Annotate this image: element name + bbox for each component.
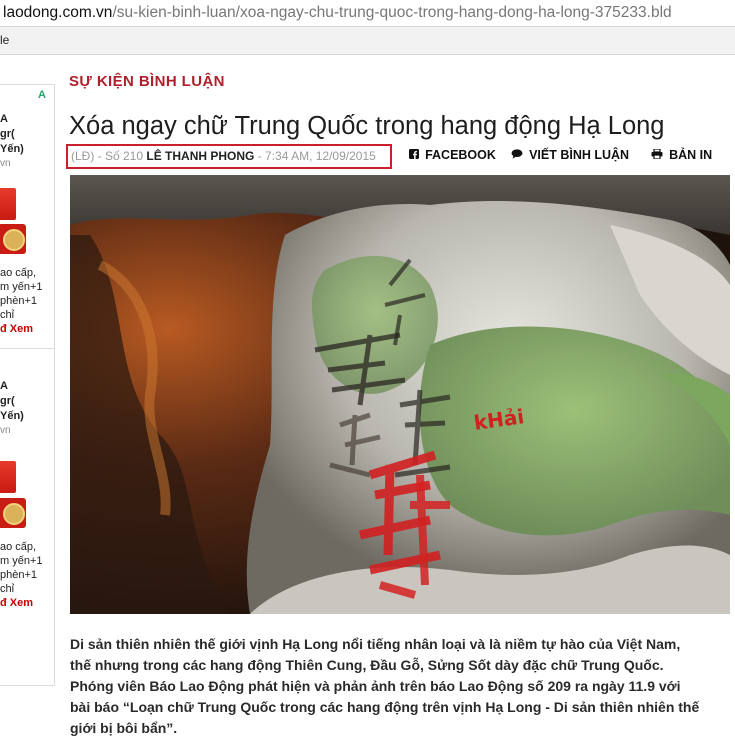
divider	[0, 348, 54, 349]
url-path: /su-kien-binh-luan/xoa-ngay-chu-trung-quoc-trong-hang-dong-ha-long-375233.bld	[112, 4, 672, 21]
ad-title-line: Yến)	[0, 410, 24, 422]
sidebar-ads	[0, 84, 55, 686]
ad-price-suffix: đ	[0, 323, 7, 335]
page-content	[0, 55, 735, 736]
ad-desc-line: chỉ	[0, 583, 15, 595]
meta-datetime: - 7:34 AM, 12/09/2015	[257, 149, 376, 163]
article-title: Xóa ngay chữ Trung Quốc trong hang động Hạ Long	[69, 112, 665, 140]
facebook-label: FACEBOOK	[425, 148, 496, 162]
ad-item[interactable]	[0, 379, 54, 609]
adchoices-icon[interactable]: A	[38, 89, 46, 101]
ad-title-line: A	[0, 113, 8, 125]
ad-price-suffix: đ	[0, 597, 7, 609]
print-icon	[651, 150, 666, 162]
lead-line: Phóng viên Báo Lao Động phát hiện và phản ảnh trên báo Lao Động số 209 ra ngày 11.9 với	[70, 678, 681, 694]
ad-desc-line: phèn+1	[0, 295, 38, 307]
lead-line: Di sản thiên nhiên thế giới vịnh Hạ Long nổi tiếng nhân loại và là niềm tự hào của Việt Nam,	[70, 636, 681, 652]
print-button[interactable]	[651, 148, 712, 162]
facebook-icon	[409, 150, 422, 162]
ad-desc-line: phèn+1	[0, 569, 38, 581]
print-label: BẢN IN	[669, 148, 713, 162]
ad-title-line: gr(	[0, 395, 15, 407]
url-domain: laodong.com.vn	[3, 4, 113, 21]
bookmark-item[interactable]: le	[0, 33, 10, 47]
comment-icon	[511, 150, 526, 162]
meta-prefix: (LĐ) - Số 210	[71, 149, 144, 163]
comment-label: VIẾT BÌNH LUẬN	[529, 148, 630, 162]
ad-title-line: gr(	[0, 128, 15, 140]
ad-view-link[interactable]: Xem	[9, 323, 34, 335]
address-bar[interactable]	[0, 0, 735, 27]
ad-title-line: Yến)	[0, 143, 24, 155]
ad-meta: vn	[0, 158, 11, 169]
ad-product-image[interactable]	[0, 498, 26, 528]
section-label[interactable]: SỰ KIỆN BÌNH LUẬN	[69, 73, 225, 90]
lead-line: giới bị bôi bẩn”.	[70, 720, 178, 736]
lead-line: bài báo “Loạn chữ Trung Quốc trong các hang động trên vịnh Hạ Long - Di sản thiên nhiên thế	[70, 699, 700, 715]
author-name[interactable]: LÊ THANH PHONG	[146, 149, 255, 163]
article-lead	[70, 634, 732, 739]
ad-desc-line: ao cấp,	[0, 541, 37, 553]
ad-desc-line: ao cấp,	[0, 267, 37, 279]
ad-product-image[interactable]	[0, 188, 16, 220]
ad-meta: vn	[0, 425, 11, 436]
facebook-share-button[interactable]	[409, 148, 496, 162]
ad-view-link[interactable]: Xem	[9, 597, 34, 609]
ad-product-image[interactable]	[0, 461, 16, 493]
write-comment-button[interactable]	[511, 148, 629, 162]
article-photo[interactable]	[70, 175, 730, 614]
ad-desc-line: chỉ	[0, 309, 15, 321]
ad-desc-line: m yến+1	[0, 281, 43, 293]
ad-product-image[interactable]	[0, 224, 26, 254]
cave-photo-illustration	[70, 175, 730, 614]
article-meta	[66, 144, 392, 169]
ad-item[interactable]	[0, 112, 54, 335]
photo-graffiti-text: kHải	[472, 404, 526, 435]
ad-title-line: A	[0, 380, 8, 392]
bookmarks-bar	[0, 27, 735, 55]
lead-line: thế nhưng trong các hang động Thiên Cung, Đầu Gỗ, Sửng Sốt dày đặc chữ Trung Quốc.	[70, 657, 664, 673]
ad-desc-line: m yến+1	[0, 555, 43, 567]
